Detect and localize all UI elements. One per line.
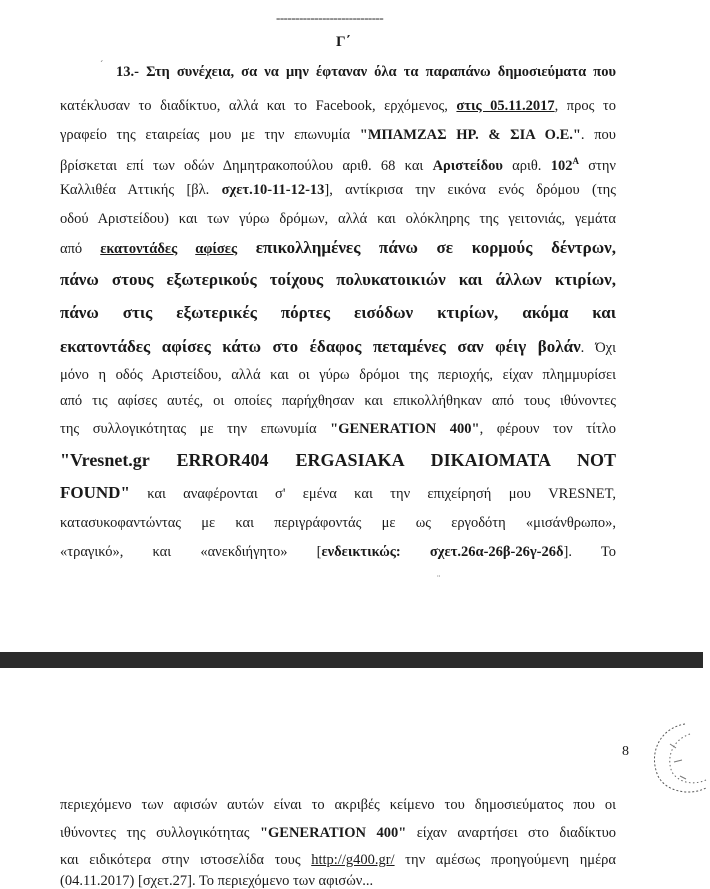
paragraph-line: Καλλιθέα Αττικής [βλ. σχετ.10-11-12-13], αντίκρισα την εικόνα ενός δρόμου (της [60, 182, 616, 198]
scan-speck: ¨ [437, 574, 441, 585]
paragraph-line: από εκατοντάδες αφίσες επικολλημένες πάνω σε κορμούς δέντρων, [60, 238, 617, 257]
paragraph-line: βρίσκεται επί των οδών Δημητρακοπούλου αριθ. 68 και Αριστείδου αριθ. $102^A$ στην [60, 156, 616, 174]
paragraph-line: της συλλογικότητας με την επωνυμία "GENERATION 400", φέρουν τον τίτλο [60, 421, 617, 437]
paragraph-line: "Vresnet.gr ERROR404 ERGASIAKA DIKAIOMATA NOT [60, 450, 616, 470]
paragraph-line: οδού Αριστείδου) και των γύρω δρόμων, αλλά και ολόκληρης της γειτονιάς, γεμάτα [60, 211, 616, 227]
page-separator [0, 652, 703, 668]
paragraph-line: 13.- Στη συνέχεια, σα να μην έφταναν όλα τα παραπάνω δημοσιεύματα που [116, 64, 616, 80]
paragraph-line: πάνω στους εξωτερικούς τοίχους πολυκατοικιών και άλλων κτιρίων, [60, 270, 616, 289]
paragraph-line: και ειδικότερα στην ιστοσελίδα τους http://g400.gr/ την αμέσως προηγούμενη ημέρα [60, 852, 616, 868]
paragraph-line: εκατοντάδες αφίσες κάτω στο έδαφος πεταμένες σαν φέιγ βολάν. Όχι [60, 337, 616, 356]
document-page-bottom [0, 668, 703, 889]
paragraph-line: πάνω στις εξωτερικές πόρτες εισόδων κτιρίων, ακόμα και [60, 303, 616, 322]
paragraph-line: γραφείο της εταιρείας μου με την επωνυμία "ΜΠΑΜΖΑΣ ΗΡ. & ΣΙΑ Ο.Ε.". που [60, 127, 616, 143]
section-heading: Γ΄ [336, 34, 351, 50]
header-dashes: ---------------------------- [276, 10, 384, 25]
page-number: 8 [622, 744, 629, 759]
paragraph-line: «τραγικό», και «ανεκδιήγητο» [ενδεικτικώς: σχετ.26α-26β-26γ-26δ]. Το [60, 544, 616, 560]
paragraph-line: ιθύνοντες της συλλογικότητας "GENERATION 400" είχαν αναρτήσει στο διαδίκτυο [60, 825, 616, 841]
paragraph-line: κατέκλυσαν το διαδίκτυο, αλλά και το Facebook, ερχόμενος, στις 05.11.2017, προς το [60, 98, 616, 114]
paragraph-line: κατασυκοφαντώντας με και περιγράφοντάς με ως εργοδότη «μισάνθρωπο», [60, 515, 616, 531]
stamp-icon [640, 718, 710, 798]
paragraph-line-cut: (04.11.2017) [σχετ.27]. Το περιεχόμενο των αφισών... [60, 873, 374, 889]
paragraph-line: μόνο η οδός Αριστείδου, αλλά και οι γύρω δρόμοι της περιοχής, είχαν πλημμυρίσει [60, 367, 616, 383]
paragraph-line: FOUND" και αναφέρονται σ' εμένα και την επιχείρησή μου VRESNET, [60, 483, 616, 502]
paragraph-line: περιεχόμενο των αφισών αυτών είναι το ακριβές κείμενο του δημοσιεύματος που οι [60, 797, 616, 813]
website-link[interactable]: http://g400.gr/ [311, 852, 395, 868]
margin-mark: ˊ [100, 60, 104, 71]
paragraph-line: από τις αφίσες αυτές, οι οποίες παρήχθησαν και επικολλήθηκαν από τους ιθύνοντες [60, 393, 616, 409]
